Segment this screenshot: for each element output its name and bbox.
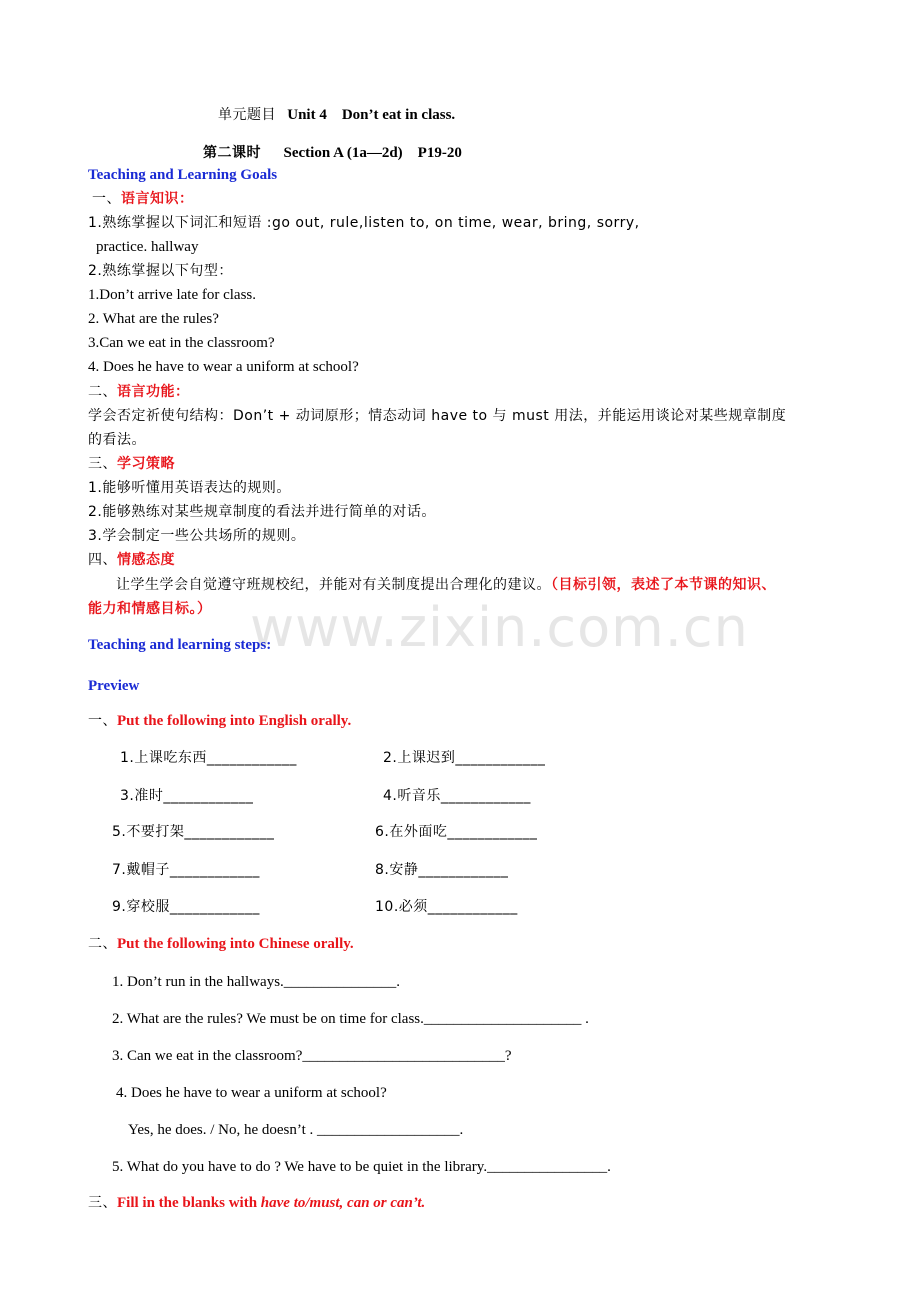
section-2-title: 语言功能： bbox=[117, 384, 190, 400]
strategy-line-3: 3.学会制定一些公共场所的规则。 bbox=[88, 528, 306, 544]
part-2-heading bbox=[88, 934, 354, 954]
translation-item: Yes, he does. / No, he doesn’t . ___________________. bbox=[128, 1122, 464, 1138]
unit-title: Unit 4 Don’t eat in class. bbox=[287, 107, 456, 123]
part-2-title: Put the following into Chinese orally. bbox=[117, 936, 354, 952]
goal-line-7: 4. Does he have to wear a uniform at school? bbox=[88, 359, 359, 375]
exercise-item: 5.不要打架____________ bbox=[112, 824, 275, 840]
exercise-item: 1.上课吃东西____________ bbox=[120, 750, 297, 766]
exercise-item: 7.戴帽子____________ bbox=[112, 862, 260, 878]
section-1-heading bbox=[92, 189, 194, 209]
section-4-heading bbox=[88, 550, 175, 570]
part-1-heading bbox=[88, 711, 351, 731]
strategy-line-1: 1.能够听懂用英语表达的规则。 bbox=[88, 480, 291, 496]
part-3-heading bbox=[88, 1193, 425, 1213]
section-3-heading bbox=[88, 454, 175, 474]
section-4-num: 四、 bbox=[88, 552, 117, 568]
translation-item: 4. Does he have to wear a uniform at school? bbox=[116, 1085, 387, 1101]
goal-line-1: 1.熟练掌握以下词汇和短语 :go out, rule,listen to, on time, wear, bring, sorry, bbox=[88, 215, 640, 231]
section-4-title: 情感态度 bbox=[117, 552, 175, 568]
part-2-num: 二、 bbox=[88, 936, 117, 952]
part-3-title: Fill in the blanks with bbox=[117, 1195, 261, 1211]
exercise-item: 4.听音乐____________ bbox=[383, 788, 531, 804]
lesson-line bbox=[203, 143, 462, 163]
section-1-num: 一、 bbox=[92, 191, 121, 207]
goal-line-6: 3.Can we eat in the classroom? bbox=[88, 335, 275, 351]
translation-item: 2. What are the rules? We must be on time for class._____________________ . bbox=[112, 1011, 589, 1027]
exercise-item: 3.准时____________ bbox=[120, 788, 254, 804]
function-line-1: 学会否定祈使句结构：Don’t + 动词原形；情态动词 have to 与 must 用法，并能运用谈论对某些规章制度 bbox=[88, 408, 787, 424]
translation-item: 1. Don’t run in the hallways._______________. bbox=[112, 974, 401, 990]
lesson-title: Section A (1a—2d) P19-20 bbox=[283, 145, 462, 161]
function-line-2: 的看法。 bbox=[88, 432, 146, 448]
goal-line-4: 1.Don’t arrive late for class. bbox=[88, 287, 256, 303]
attitude-note: （目标引领，表述了本节课的知识、 bbox=[551, 577, 776, 593]
exercise-item: 8.安静____________ bbox=[375, 862, 509, 878]
preview-heading: Preview bbox=[88, 678, 140, 694]
part-3-num: 三、 bbox=[88, 1195, 117, 1211]
unit-label: 单元题目 bbox=[218, 107, 276, 123]
section-2-num: 二、 bbox=[88, 384, 117, 400]
section-3-title: 学习策略 bbox=[117, 456, 175, 472]
steps-heading: Teaching and learning steps: bbox=[88, 637, 272, 653]
goals-heading: Teaching and Learning Goals bbox=[88, 167, 278, 183]
translation-item: 5. What do you have to do ? We have to be quiet in the library.________________. bbox=[112, 1159, 611, 1175]
part-3-title-italic: have to/must, can or can’t. bbox=[260, 1195, 426, 1211]
section-1-title: 语言知识： bbox=[121, 191, 194, 207]
watermark: www.zixin.com.cn bbox=[250, 596, 749, 659]
attitude-line-1 bbox=[116, 575, 776, 595]
attitude-text: 让学生学会自觉遵守班规校纪，并能对有关制度提出合理化的建议。 bbox=[116, 577, 551, 593]
translation-item: 3. Can we eat in the classroom?___________________________? bbox=[112, 1048, 512, 1064]
exercise-item: 10.必须____________ bbox=[375, 899, 518, 915]
part-1-num: 一、 bbox=[88, 713, 117, 729]
exercise-item: 2.上课迟到____________ bbox=[383, 750, 546, 766]
lesson-label: 第二课时 bbox=[203, 145, 261, 161]
section-3-num: 三、 bbox=[88, 456, 117, 472]
section-2-heading bbox=[88, 382, 190, 402]
part-1-title: Put the following into English orally. bbox=[117, 713, 352, 729]
attitude-line-2: 能力和情感目标。） bbox=[88, 601, 212, 617]
strategy-line-2: 2.能够熟练对某些规章制度的看法并进行简单的对话。 bbox=[88, 504, 436, 520]
goal-line-3: 2.熟练掌握以下句型： bbox=[88, 263, 233, 279]
goal-line-5: 2. What are the rules? bbox=[88, 311, 219, 327]
exercise-item: 6.在外面吃____________ bbox=[375, 824, 538, 840]
goal-line-2: practice. hallway bbox=[96, 239, 199, 255]
exercise-item: 9.穿校服____________ bbox=[112, 899, 260, 915]
unit-line bbox=[218, 105, 455, 125]
